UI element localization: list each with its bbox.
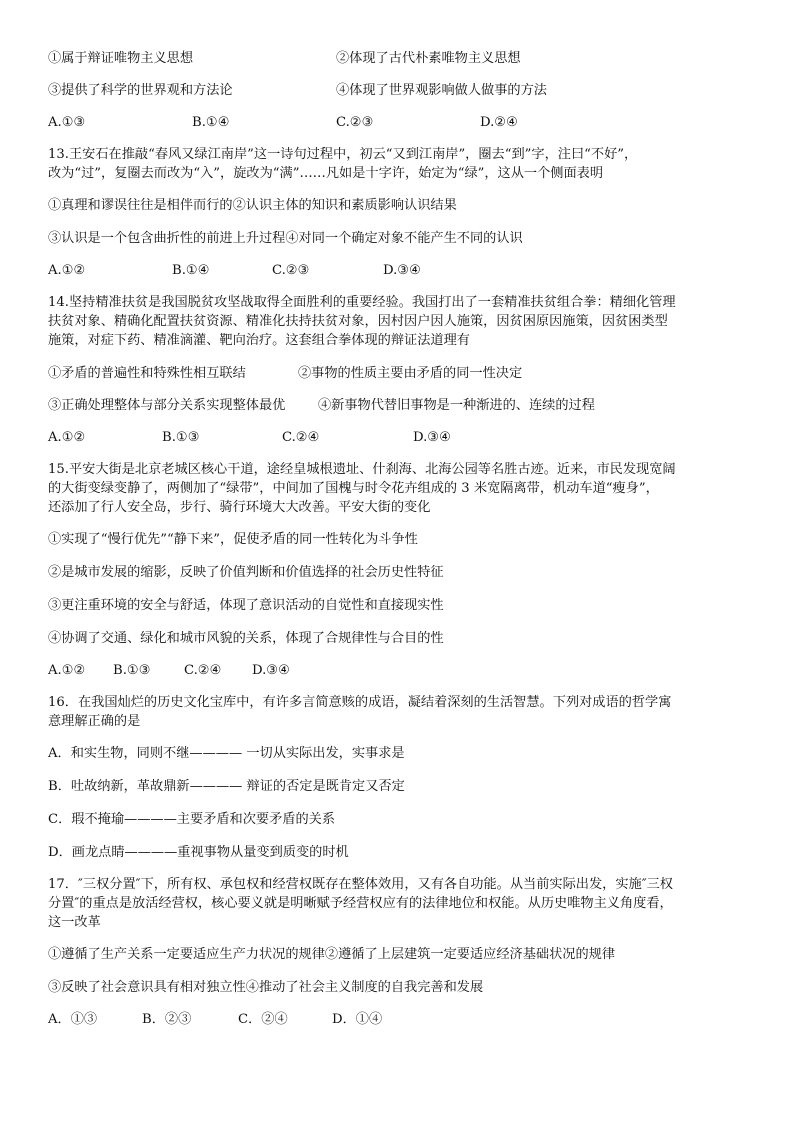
- q14-stem-line-1: 14.坚持精准扶贫是我国脱贫攻坚战取得全面胜利的重要经验。我国打出了一套精准扶贫组合拳：精细化管理: [48, 295, 676, 310]
- q13-statements-1-2: ①真理和谬误往往是相伴而行的②认识主体的知识和素质影响认识结果: [48, 198, 457, 213]
- q14-statement-2: ②事物的性质主要由矛盾的同一性决定: [298, 366, 523, 381]
- q16-stem-line-1: 16．在我国灿烂的历史文化宝库中，有许多言简意赅的成语，凝结着深刻的生活智慧。下列对成语的哲学寓: [48, 695, 672, 710]
- q15-statement-4: ④协调了交通、绿化和城市风貌的关系，体现了合规律性与合目的性: [48, 631, 444, 646]
- q13-stem-line-1: 13.王安石在推敲“春风又绿江南岸”这一诗句过程中，初云“又到江南岸”，圈去“到”字，注曰“不好”，: [48, 147, 638, 162]
- q12-option-b: B.①④: [192, 115, 230, 130]
- q15-stem-line-2: 的大街变绿变静了，两侧加了“绿带”，中间加了国槐与时令花卉组成的 3 米宽隔离带，机动车道“瘦身”，: [48, 481, 659, 496]
- q12-statement-2: ②体现了古代朴素唯物主义思想: [336, 51, 521, 66]
- q15-stem-line-3: 还添加了行人安全岛，步行、骑行环境大大改善。平安大街的变化: [48, 500, 431, 515]
- q15-statement-3: ③更注重环境的安全与舒适，体现了意识活动的自觉性和直接现实性: [48, 598, 444, 613]
- q16-option-d: D．画龙点睛————重视事物从量变到质变的时机: [48, 845, 349, 860]
- q17-option-b: B．②③: [142, 1012, 192, 1027]
- q12-option-d: D.②④: [480, 115, 518, 130]
- q16-stem-line-2: 意理解正确的是: [48, 714, 141, 729]
- q16-option-b: B．吐故纳新，革故鼎新———— 辩证的否定是既肯定又否定: [48, 779, 405, 794]
- q14-statement-4: ④新事物代替旧事物是一种渐进的、连续的过程: [318, 398, 595, 413]
- q14-statement-3: ③正确处理整体与部分关系实现整体最优: [48, 398, 286, 413]
- q17-statements-3-4: ③反映了社会意识具有相对独立性④推动了社会主义制度的自我完善和发展: [48, 980, 484, 995]
- q14-option-a: A.①②: [48, 430, 86, 445]
- q17-option-d: D．①④: [332, 1012, 383, 1027]
- q13-option-a: A.①②: [48, 263, 86, 278]
- q16-option-a: A．和实生物，同则不继———— 一切从实际出发，实事求是: [48, 746, 405, 761]
- q14-option-d: D.③④: [413, 430, 451, 445]
- q15-option-a: A.①②: [48, 663, 86, 678]
- q14-option-c: C.②④: [282, 430, 320, 445]
- q13-statements-3-4: ③认识是一个包含曲折性的前进上升过程④对同一个确定对象不能产生不同的认识: [48, 231, 523, 246]
- q12-statement-4: ④体现了世界观影响做人做事的方法: [336, 83, 547, 98]
- q17-stem-line-2: 分置″的重点是放活经营权，核心要义就是明晰赋予经营权应有的法律地位和权能。从历史唯物主义角度看，: [48, 896, 673, 911]
- q17-option-a: A．①③: [48, 1012, 98, 1027]
- q12-option-a: A.①③: [48, 115, 86, 130]
- q17-statements-1-2: ①遵循了生产关系一定要适应生产力状况的规律②遵循了上层建筑一定要适应经济基础状况的规律: [48, 947, 616, 962]
- q12-statement-1: ①属于辩证唯物主义思想: [48, 51, 194, 66]
- q13-option-c: C.②③: [272, 263, 310, 278]
- q14-option-b: B.①③: [162, 430, 200, 445]
- q14-stem-line-2: 扶贫对象、精确化配置扶贫资源、精准化扶持扶贫对象，因村因户因人施策，因贫困原因施策，因贫困类型: [48, 314, 668, 329]
- q15-option-b: B.①③: [113, 663, 151, 678]
- q12-statement-3: ③提供了科学的世界观和方法论: [48, 83, 233, 98]
- q14-statement-1: ①矛盾的普遍性和特殊性相互联结: [48, 366, 246, 381]
- q13-stem-line-2: 改为“过”，复圈去而改为“入”，旋改为“满”……凡如是十字许，始定为“绿”，这从一个侧面表明: [48, 166, 604, 181]
- q13-option-d: D.③④: [383, 263, 421, 278]
- q15-option-c: C.②④: [184, 663, 222, 678]
- q14-stem-line-3: 施策，对症下药、精准滴灌、靶向治疗。这套组合拳体现的辩证法道理有: [48, 333, 470, 348]
- q17-option-c: C．②④: [238, 1012, 288, 1027]
- q15-stem-line-1: 15.平安大街是北京老城区核心干道，途经皇城根遗址、什刹海、北海公园等名胜古迹。近来，市民发现宽阔: [48, 462, 676, 477]
- q17-stem-line-1: 17．″三权分置″下，所有权、承包权和经营权既存在整体效用，又有各自功能。从当前实际出发，实施″三权: [48, 877, 673, 892]
- q16-option-c: C．瑕不掩瑜————主要矛盾和次要矛盾的关系: [48, 812, 336, 827]
- q15-option-d: D.③④: [252, 663, 290, 678]
- q12-option-c: C.②③: [336, 115, 374, 130]
- q17-stem-line-3: 这一改革: [48, 915, 101, 930]
- q13-option-b: B.①④: [172, 263, 210, 278]
- q15-statement-2: ②是城市发展的缩影，反映了价值判断和价值选择的社会历史性特征: [48, 565, 444, 580]
- q15-statement-1: ①实现了“慢行优先”“静下来”，促使矛盾的同一性转化为斗争性: [48, 532, 418, 547]
